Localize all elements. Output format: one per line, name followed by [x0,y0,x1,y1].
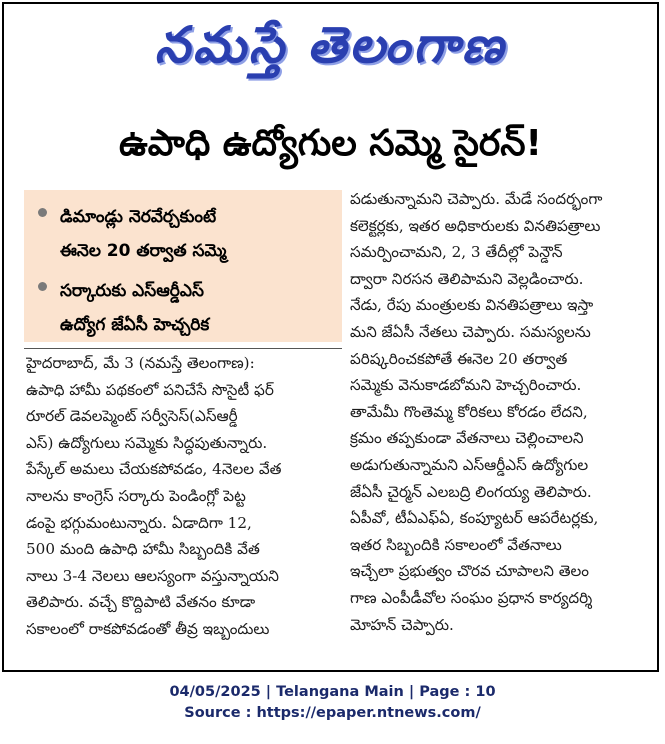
body-line: సకాలంలో రాకపోవడంతో తీవ్ర ఇబ్బందులు [26,619,270,638]
body-line: తెలిపారు. వచ్చే కొద్దిపాటి వేతనం కూడా [26,593,256,612]
bullet-icon [38,208,47,217]
body-line: గాణ ఎంపీడీవోల సంఘం ప్రధాన కార్యదర్శి [350,588,593,607]
highlight-line: ఉద్యోగ జేఏసీ హెచ్చరిక [60,315,210,335]
body-line: సమర్పించామని, 2, 3 తేదీల్లో పెన్డౌన్ [350,243,563,262]
body-line: మని జేఏసీ నేతలు చెప్పారు. సమస్యలను [350,322,591,341]
clipping-frame [2,2,659,672]
body-line: నాలు 3-4 నెలలు ఆలస్యంగా వస్తున్నాయని [26,566,279,585]
body-line: మోహన్ చెప్పారు. [350,615,454,634]
body-line: ఇతర సిబ్బందికి సకాలంలో వేతనాలు [350,535,562,554]
body-line: జేఏసీ చైర్మన్ ఎలబద్రి లింగయ్య తెలిపారు. [350,482,592,501]
clipping-footer [0,682,665,724]
body-line: ఇచ్చేలా ప్రభుత్వం చొరవ చూపాలని తెలం [350,562,589,581]
body-line: పేస్కేల్ అమలు చేయకపోవడం, 4నెలల వేత [26,460,282,479]
body-line: 500 మంది ఉపాధి హామీ సిబ్బందికి వేత [26,540,260,559]
body-line: క్రమం తప్పకుండా వేతనాలు చెల్లించాలని [350,429,584,448]
body-line: ఎస్) ఉద్యోగులు సమ్మెకు సిద్ధపుతున్నారు. [26,433,268,452]
newspaper-masthead: నమస్తే తెలంగాణ [154,16,507,74]
body-line: ద్వారా నిరసన తెలిపామని వెల్లడించారు. [350,269,584,288]
body-line: నేడు, రేపు మంత్రులకు వినతిపత్రాలు ఇస్తా [350,296,594,315]
bullet-icon [38,282,47,291]
body-line: పరిష్కరించకపోతే ఈనెల 20 తర్వాత [350,349,568,368]
source-link[interactable]: Source : https://epaper.ntnews.com/ [184,705,481,721]
article-body-left [26,350,342,643]
body-line: రూరల్ డెవలప్మెంట్ సర్వీసెస్(ఎస్ఆర్డీ [26,407,238,426]
body-line: పడుతున్నామని చెప్పారు. మేడే సందర్భంగా [350,190,603,208]
highlight-item [38,274,334,342]
column-divider [24,348,342,349]
body-line: అడుగుతున్నామని ఎస్ఆర్డీఎస్ ఉద్యోగుల [350,455,589,474]
body-line: నాలను కాంగ్రెస్ సర్కారు పెండింగ్లో పెట్ట [26,486,246,505]
highlights-box [24,190,342,342]
article-body-right [350,186,650,638]
body-line: హైదరాబాద్, మే 3 (నమస్తే తెలంగాణ): [26,354,255,372]
body-line: తామేమీ గొంతెమ్మ కోరికలు కోరడం లేదని, [350,402,588,421]
body-line: సమ్మెకు వెనుకాడబోమని హెచ్చరించారు. [350,376,582,395]
body-line: డంపై భగ్గుమంటున్నారు. ఏడాదిగా 12, [26,513,252,532]
date-edition-page: 04/05/2025 | Telangana Main | Page : 10 [169,684,496,700]
highlight-line: సర్కారుకు ఎస్ఆర్డీఎస్ [60,281,204,301]
highlight-line: ఈనెల 20 తర్వాత సమ్మె [60,241,227,261]
article-headline: ఉపాధి ఉద్యోగుల సమ్మె సైరన్! [119,123,542,164]
body-line: ఏపీవో, టీఏఎఫ్ఏ, కంప్యూటర్ ఆపరేటర్లకు, [350,509,599,528]
body-line: కలెక్టర్లకు, ఇతర అధికారులకు వినతిపత్రాలు [350,216,601,235]
highlight-line: డిమాండ్లు నెరవేర్చకుంటే [60,207,217,227]
body-line: ఉపాధి హామీ పథకంలో పనిచేసే సొసైటీ ఫర్ [26,380,274,399]
highlight-item [38,200,334,268]
